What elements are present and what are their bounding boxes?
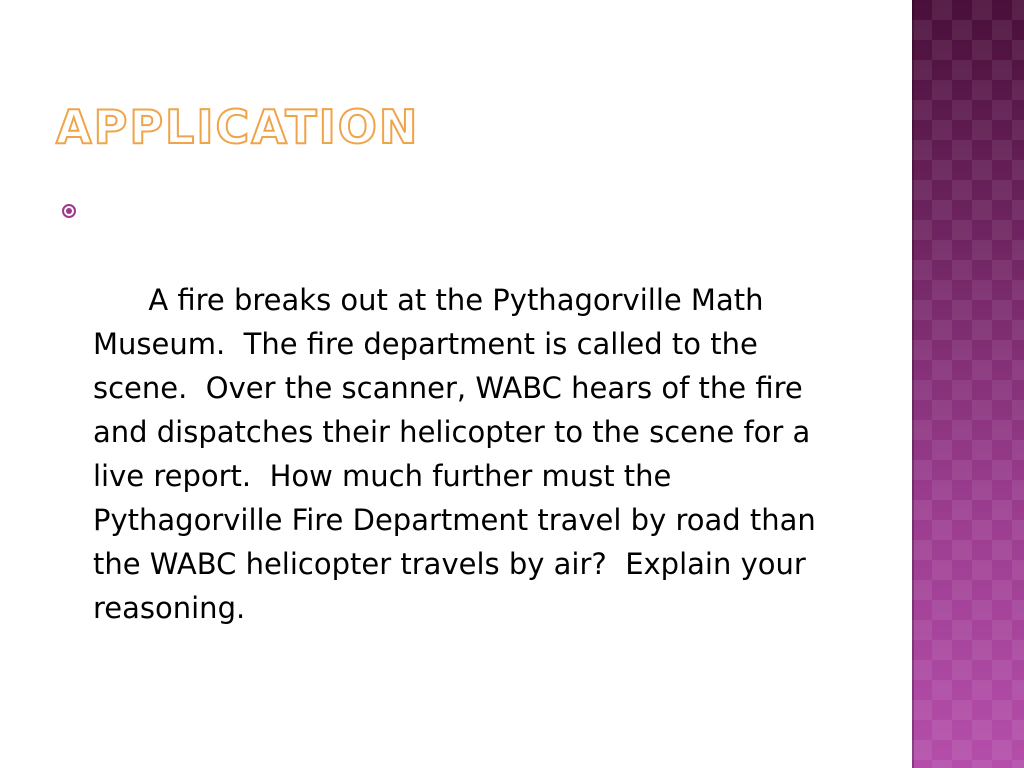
slide-title: APPLICATION [56,100,420,154]
side-band-edge [912,0,914,768]
diamond-pattern [912,0,1024,768]
decorative-side-band [912,0,1024,768]
bullet-item [60,190,850,674]
slide-body [60,190,850,674]
radio-bullet-icon [62,204,76,218]
bullet-text: A fire breaks out at the Pythagorville Math Museum. The fire department is called to the scene. Over the scanner, WABC hears of the fire and dispatches their helicopter to the scene for a live report. How much further must the Pythagorville Fire Department travel by road than the WABC helicopter travels by air? Explain your reasoning. [93,283,825,625]
